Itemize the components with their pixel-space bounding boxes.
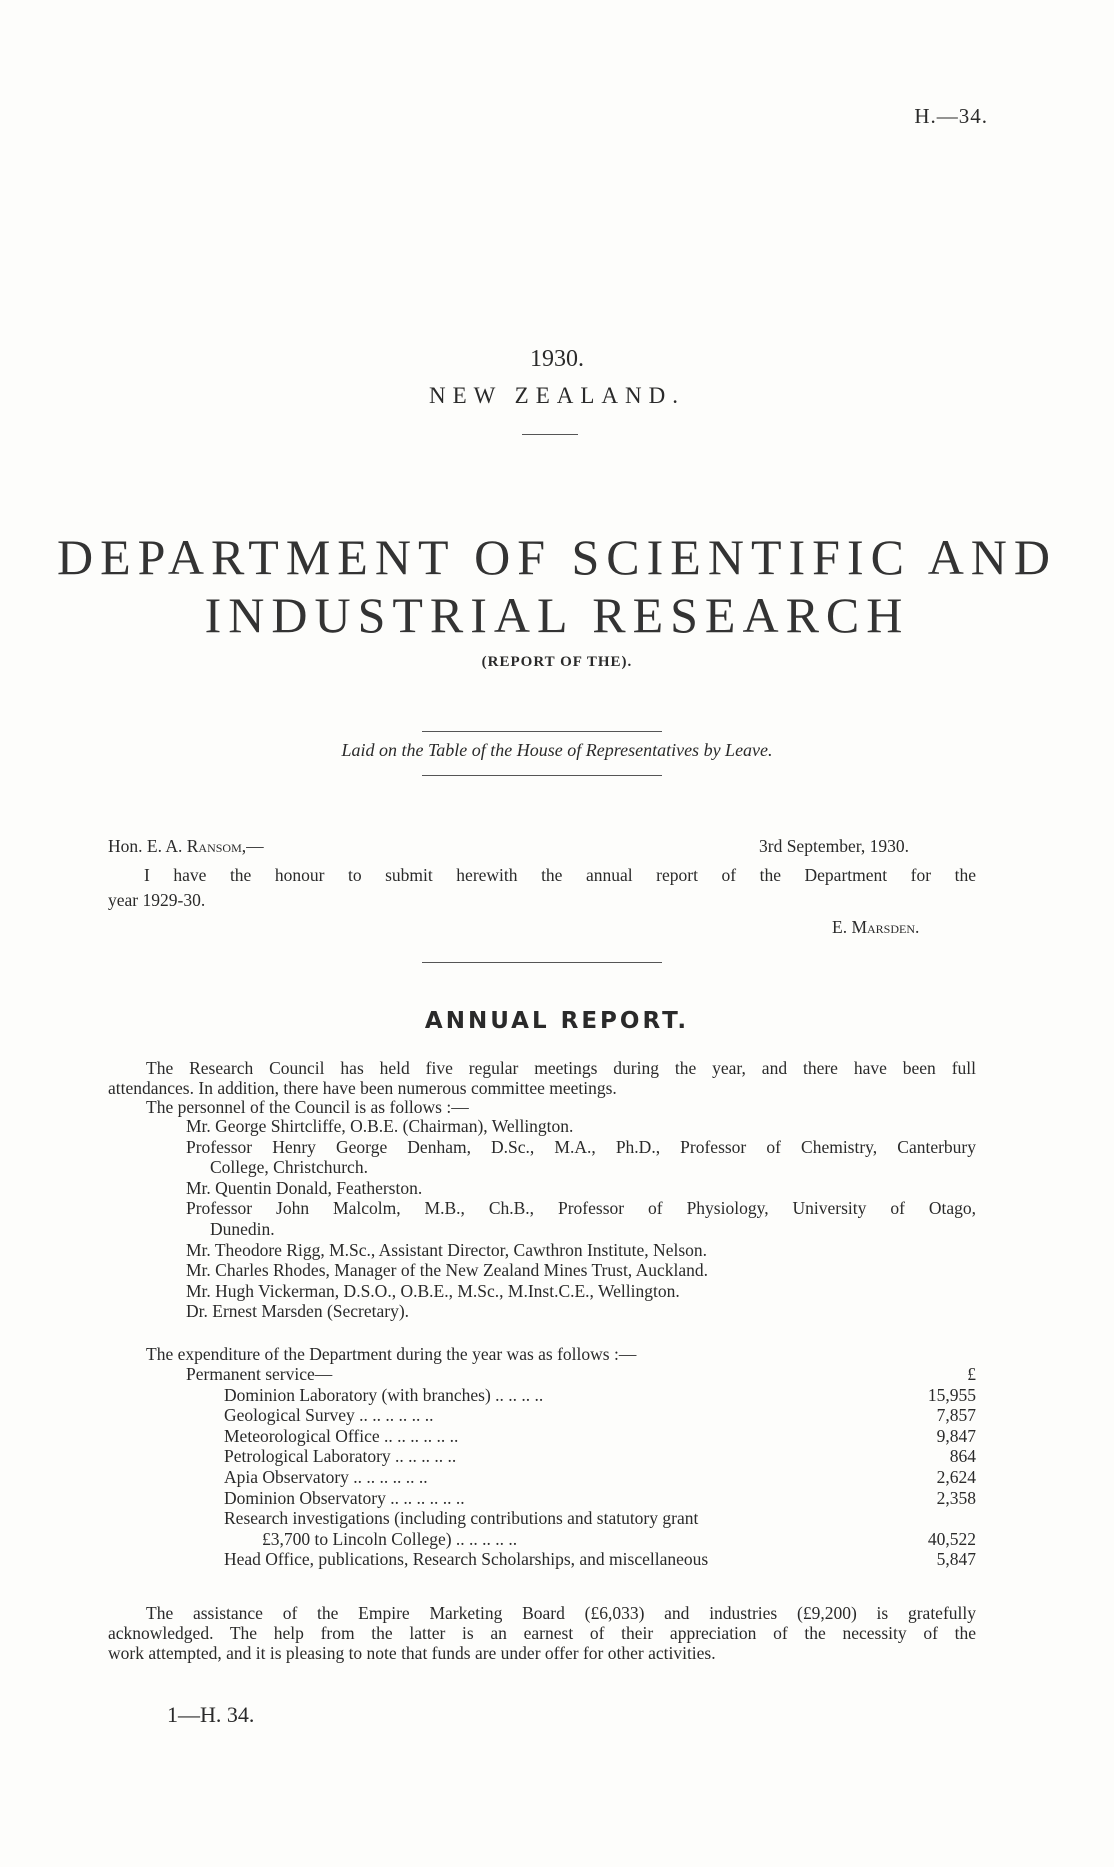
title-line-2: INDUSTRIAL RESEARCH — [204, 587, 910, 643]
member-vickerman: Mr. Hugh Vickerman, D.S.O., O.B.E., M.Sc., M.Inst.C.E., Wellington. — [186, 1280, 680, 1301]
addressee-suffix: ,— — [241, 836, 264, 856]
member-malcolm: Professor John Malcolm, M.B., Ch.B., Professor of Physiology, University of Otago, — [186, 1198, 976, 1219]
title-line-1: DEPARTMENT OF SCIENTIFIC AND — [56, 529, 1058, 585]
expenditure-research-row-1 — [186, 1508, 976, 1529]
expenditure-amount: 9,847 — [936, 1425, 976, 1446]
title-subtitle: (REPORT OF THE). — [481, 654, 633, 670]
divider-top — [422, 731, 662, 732]
letter-body-line-1: I have the honour to submit herewith the annual report of the Department for the — [144, 865, 976, 885]
letter-body-line-2: year 1929-30. — [108, 890, 206, 910]
letter-date: 3rd September, 1930. — [759, 836, 909, 856]
expenditure-row — [186, 1385, 976, 1406]
expenditure-group-row — [186, 1364, 976, 1385]
expenditure-label: Geological Survey .. .. .. .. .. .. — [224, 1405, 434, 1426]
page-reference: H.—34. — [914, 104, 988, 128]
expenditure-row — [186, 1488, 976, 1509]
research-label-line-2: £3,700 to Lincoln College) .. .. .. .. .. — [262, 1528, 518, 1549]
member-donald: Mr. Quentin Donald, Featherston. — [186, 1177, 423, 1198]
member-denham-cont: College, Christchurch. — [210, 1157, 368, 1178]
letter-signature — [832, 917, 919, 938]
para1-line-1: The Research Council has held five regular meetings during the year, and there have been full — [146, 1058, 976, 1078]
expenditure-intro: The expenditure of the Department during the year was as follows :— — [146, 1344, 637, 1364]
research-amount: 40,522 — [927, 1528, 976, 1549]
expenditure-label: Dominion Observatory .. .. .. .. .. .. — [224, 1487, 465, 1508]
expenditure-head-office-row — [186, 1549, 976, 1570]
member-marsden: Dr. Ernest Marsden (Secretary). — [186, 1301, 410, 1322]
member-rigg: Mr. Theodore Rigg, M.Sc., Assistant Director, Cawthron Institute, Nelson. — [186, 1239, 708, 1260]
letter-addressee — [108, 836, 264, 857]
expenditure-amount: 7,857 — [936, 1405, 976, 1426]
expenditure-label: Apia Observatory .. .. .. .. .. .. — [224, 1466, 428, 1487]
head-office-label: Head Office, publications, Research Scholarships, and miscellaneous — [224, 1549, 709, 1570]
expenditure-amount: 2,358 — [936, 1487, 976, 1508]
member-shirtcliffe: Mr. George Shirtcliffe, O.B.E. (Chairman), Wellington. — [186, 1116, 574, 1136]
expenditure-label: Petrological Laboratory .. .. .. .. .. — [224, 1446, 457, 1467]
expenditure-amount: 15,955 — [927, 1384, 976, 1405]
addressee-name: Ransom — [186, 836, 242, 856]
final-para-line-3: work attempted, and it is pleasing to note that funds are under offer for other activities. — [108, 1643, 716, 1663]
para1-line-2: attendances. In addition, there have been numerous committee meetings. — [108, 1078, 617, 1098]
divider-bottom — [422, 775, 662, 776]
research-label-line-1: Research investigations (including contributions and statutory grant — [224, 1508, 699, 1529]
expenditure-row — [186, 1405, 976, 1426]
addressee-prefix: Hon. E. A. — [108, 836, 187, 856]
expenditure-label: Dominion Laboratory (with branches) .. .. .. .. — [224, 1384, 544, 1405]
expenditure-row — [186, 1446, 976, 1467]
currency-symbol: £ — [967, 1364, 976, 1384]
expenditure-table — [186, 1364, 976, 1570]
divider-letter — [422, 962, 662, 963]
head-office-amount: 5,847 — [936, 1549, 976, 1570]
member-malcolm-cont: Dunedin. — [210, 1218, 275, 1239]
expenditure-group: Permanent service— — [186, 1364, 333, 1384]
expenditure-row — [186, 1467, 976, 1488]
report-year: 1930. — [530, 346, 584, 372]
council-members-list — [186, 1116, 976, 1322]
signature-name: Marsden — [851, 917, 916, 937]
expenditure-research-row-2 — [186, 1529, 976, 1550]
expenditure-amount: 864 — [949, 1446, 976, 1467]
signature-suffix: . — [915, 917, 920, 937]
laid-on-table-note: Laid on the Table of the House of Representatives by Leave. — [341, 740, 773, 760]
personnel-intro: The personnel of the Council is as follows :— — [146, 1097, 469, 1117]
divider-short — [522, 434, 578, 435]
member-rhodes: Mr. Charles Rhodes, Manager of the New Zealand Mines Trust, Auckland. — [186, 1260, 709, 1281]
country-heading: NEW ZEALAND. — [428, 383, 686, 408]
member-denham: Professor Henry George Denham, D.Sc., M.A., Ph.D., Professor of Chemistry, Canterbury — [186, 1136, 976, 1157]
final-para-line-1: The assistance of the Empire Marketing Board (£6,033) and industries (£9,200) is gratefully — [146, 1603, 976, 1623]
annual-report-heading: ANNUAL REPORT. — [424, 1008, 690, 1034]
footer-reference: 1—H. 34. — [167, 1702, 255, 1727]
final-para-line-2: acknowledged. The help from the latter is an earnest of their appreciation of the necessity of the — [108, 1623, 976, 1643]
expenditure-amount: 2,624 — [936, 1466, 976, 1487]
signature-prefix: E. — [832, 917, 852, 937]
expenditure-label: Meteorological Office .. .. .. .. .. .. — [224, 1425, 459, 1446]
expenditure-row — [186, 1426, 976, 1447]
